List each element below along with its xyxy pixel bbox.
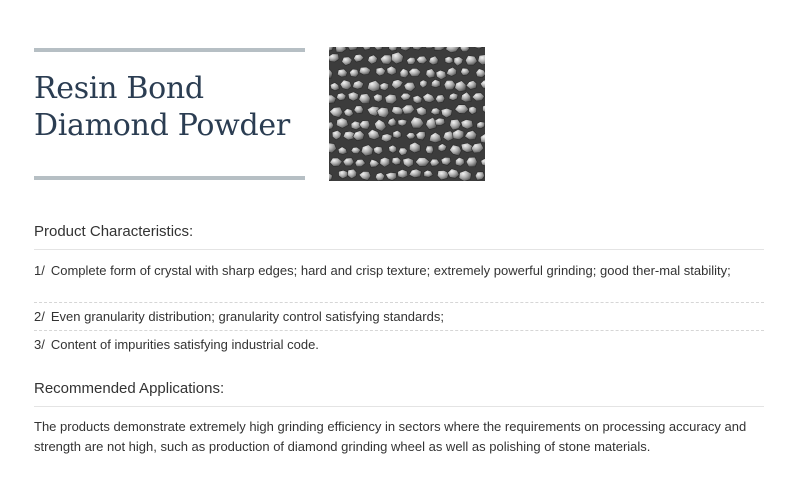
item-number: 1/ [34,263,45,278]
characteristic-item [34,307,774,326]
diamond-grains-image [329,47,485,181]
diamond-powder-photo [329,47,485,181]
characteristic-item [34,335,774,354]
item-divider [34,302,764,303]
diamond-grain [398,169,408,178]
applications-divider [34,406,764,407]
item-number: 3/ [34,337,45,352]
title-top-rule [34,48,305,52]
title-line-1: Resin Bond [34,71,204,106]
title-line-2: Diamond Powder [34,108,290,143]
title-bottom-rule [34,176,305,180]
applications-paragraph: The products demonstrate extremely high grinding efficiency in sectors where the requirements on processing accuracy and strength are not high, such as production of diamond grinding wheel as well as polishing of stone materials. [34,419,747,454]
item-number: 2/ [34,309,45,324]
characteristics-divider [34,249,764,250]
item-text: Even granularity distribution; granularity control satisfying standards; [50,309,444,324]
page-title [34,70,290,144]
item-text: Complete form of crystal with sharp edges; hard and crisp texture; extremely powerful grinding; good ther-mal stability; [50,263,731,278]
applications-heading: Recommended Applications: [34,380,225,397]
characteristics-heading: Product Characteristics: [34,223,194,240]
characteristic-item [34,261,774,280]
item-divider [34,330,764,331]
item-text: Content of impurities satisfying industrial code. [50,337,319,352]
